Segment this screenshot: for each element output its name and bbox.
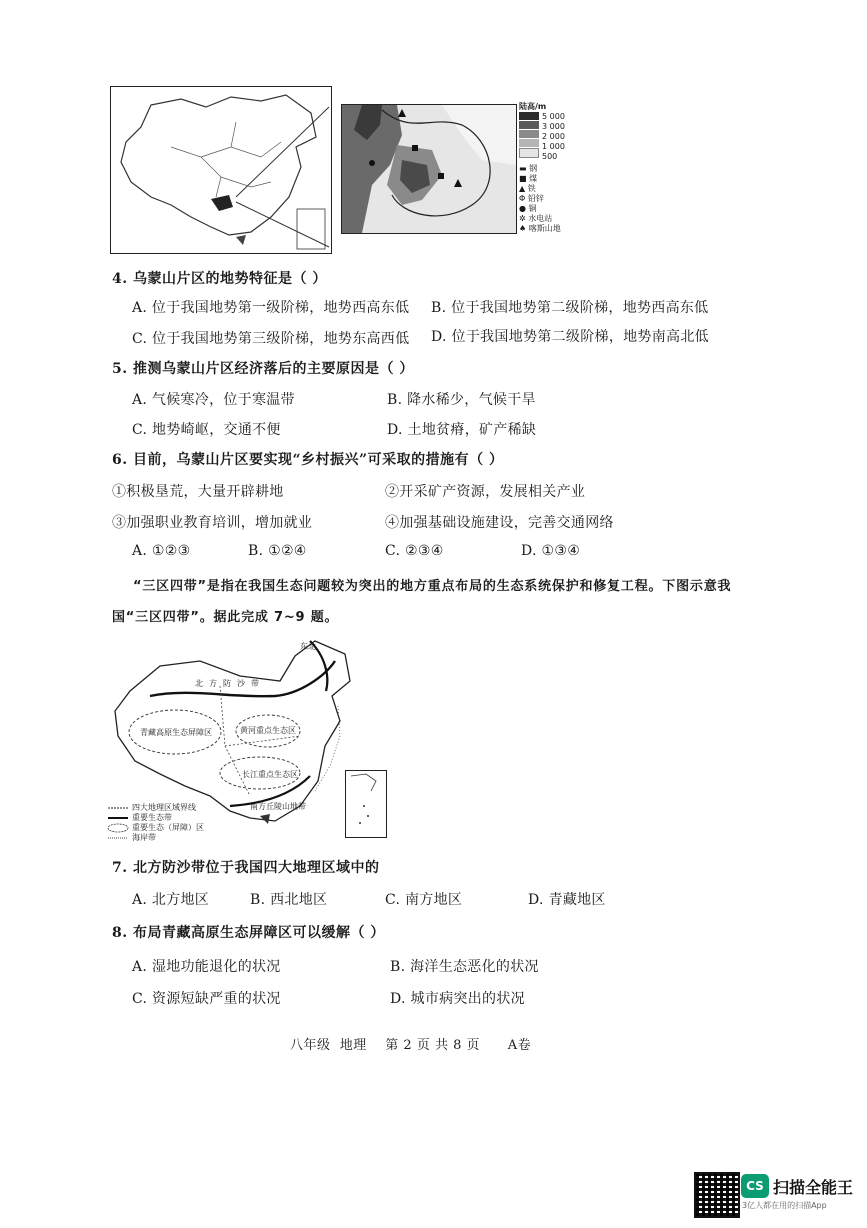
q5-option-a[interactable]: A. 气候寒冷，位于寒温带: [132, 392, 295, 408]
intro-line-1: “三区四带”是指在我国生态问题较为突出的地方重点布局的生态系统保护和修复工程。下图示意我: [133, 579, 732, 594]
q4-option-d[interactable]: D. 位于我国地势第二级阶梯，地势南高北低: [431, 329, 709, 345]
map2-legend-belt: 重要生态带: [132, 813, 172, 822]
q6-option-c[interactable]: C. ②③④: [385, 543, 444, 559]
label-yellow-river-zone: 黄河重点生态区: [240, 726, 296, 735]
map2-legend-coast: 海岸带: [132, 833, 156, 842]
scanner-name: 扫描全能王: [773, 1178, 854, 1197]
label-yangtze-zone: 长江重点生态区: [242, 770, 298, 779]
elev-5000: 5 000: [542, 112, 565, 121]
q4-option-c[interactable]: C. 位于我国地势第三级阶梯，地势东高西低: [132, 331, 410, 347]
q5-option-b[interactable]: B. 降水稀少，气候干旱: [387, 392, 536, 408]
q8-option-a[interactable]: A. 湿地功能退化的状况: [132, 959, 281, 975]
q6-option-d[interactable]: D. ①③④: [521, 543, 581, 559]
china-outline-svg: [111, 87, 331, 253]
q8-title: 8. 布局青藏高原生态屏障区可以缓解（ ）: [112, 925, 385, 941]
scanner-logo-icon: [741, 1174, 769, 1198]
symbol-legend: ▬ 钢 ■ 煤 ▲ 铁 Φ 铅锌 ● 铜 ✲ 水电站 ♠ 喀斯山地: [519, 164, 561, 233]
south-china-sea-inset: [345, 770, 387, 838]
q7-option-c[interactable]: C. 南方地区: [385, 892, 463, 908]
label-south-hills-belt: 南方丘陵山地带: [250, 802, 306, 811]
label-northeast: 东北: [300, 642, 316, 651]
q4-title: 4. 乌蒙山片区的地势特征是（ ）: [112, 271, 327, 287]
karst-icon: ♠: [519, 224, 527, 233]
qr-code: [694, 1172, 740, 1218]
q7-option-b[interactable]: B. 西北地区: [250, 892, 328, 908]
q6-option-b[interactable]: B. ①②④: [248, 543, 307, 559]
china-outline-map: [110, 86, 332, 254]
page-footer: 八年级 地理 第 2 页 共 8 页 A卷: [290, 1038, 532, 1053]
q6-item-4: ④加强基础设施建设，完善交通网络: [385, 515, 614, 531]
q7-title: 7. 北方防沙带位于我国四大地理区域中的: [112, 860, 380, 876]
elevation-legend: [519, 102, 589, 234]
iron-icon: ▲: [519, 184, 526, 193]
scanner-tagline: 3亿人都在用的扫描App: [742, 1201, 827, 1210]
lead-zinc-icon: Φ: [519, 194, 526, 203]
q8-option-d[interactable]: D. 城市病突出的状况: [390, 991, 525, 1007]
south-china-sea-svg: [346, 771, 386, 837]
q7-option-d[interactable]: D. 青藏地区: [528, 892, 606, 908]
q8-option-c[interactable]: C. 资源短缺严重的状况: [132, 991, 281, 1007]
label-north-belt: 北方防沙带: [195, 679, 265, 688]
q4-option-b[interactable]: B. 位于我国地势第二级阶梯，地势西高东低: [431, 300, 709, 316]
q5-option-c[interactable]: C. 地势崎岖，交通不便: [132, 422, 281, 438]
map2-legend-zone: 重要生态（屏障）区: [132, 823, 204, 832]
q6-item-1: ①积极垦荒，大量开辟耕地: [112, 484, 284, 500]
steel-icon: ▬: [519, 164, 527, 173]
legend-title: 陆高/m: [519, 102, 547, 111]
q6-title: 6. 目前，乌蒙山片区要实现“乡村振兴”可采取的措施有（ ）: [112, 452, 504, 468]
scanner-badge: CS: [746, 1179, 764, 1193]
map2-legend-boundary: 四大地理区域界线: [132, 803, 196, 812]
label-qinghai-zone: 青藏高原生态屏障区: [140, 728, 212, 737]
wumeng-relief-map: [341, 104, 517, 234]
q6-item-3: ③加强职业教育培训，增加就业: [112, 515, 313, 531]
q5-option-d[interactable]: D. 土地贫瘠，矿产稀缺: [387, 422, 537, 438]
elevation-scale: [519, 112, 589, 162]
wumeng-relief-svg: [342, 105, 516, 233]
elev-2000: 2 000: [542, 132, 565, 141]
copper-icon: ●: [519, 204, 526, 213]
q6-item-2: ②开采矿产资源，发展相关产业: [385, 484, 586, 500]
intro-line-2: 国“三区四带”。据此完成 7~9 题。: [112, 610, 339, 625]
elev-1000: 1 000: [542, 142, 565, 151]
elev-3000: 3 000: [542, 122, 565, 131]
coal-icon: ■: [519, 174, 527, 183]
q6-option-a[interactable]: A. ①②③: [132, 543, 191, 559]
q8-option-b[interactable]: B. 海洋生态恶化的状况: [390, 959, 539, 975]
elev-500: 500: [542, 152, 558, 161]
q5-title: 5. 推测乌蒙山片区经济落后的主要原因是（ ）: [112, 361, 414, 377]
q7-option-a[interactable]: A. 北方地区: [132, 892, 210, 908]
hydropower-icon: ✲: [519, 214, 526, 223]
q4-option-a[interactable]: A. 位于我国地势第一级阶梯，地势西高东低: [132, 300, 410, 316]
